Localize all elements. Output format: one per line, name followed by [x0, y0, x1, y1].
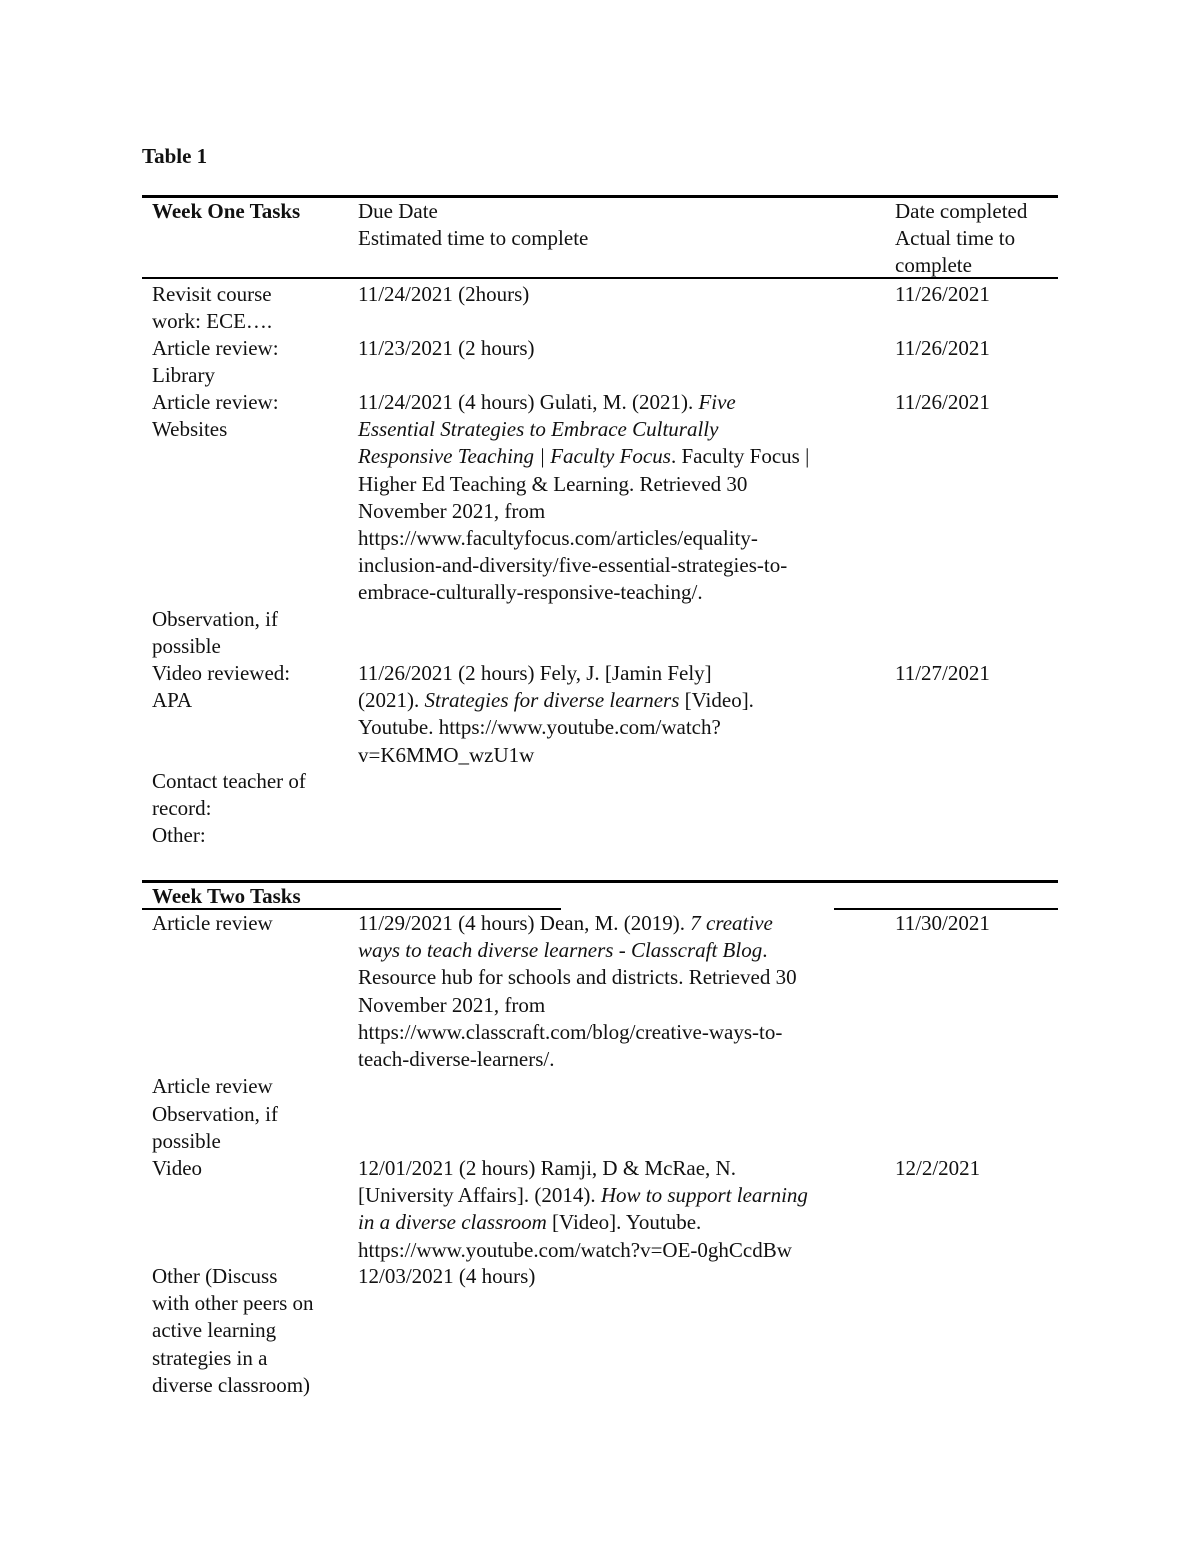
w2-row1-due-l6: teach-diverse-learners/. [358, 1047, 555, 1072]
w1-row3-due-l1a: 11/24/2021 (4 hours) Gulati, M. (2021). [358, 390, 699, 414]
w2-row1-done: 11/30/2021 [895, 911, 990, 935]
w2-row4-done: 12/2/2021 [895, 1156, 981, 1180]
w2-row5-task-l4: strategies in a [152, 1345, 268, 1370]
w1-row3-due-l8: embrace-culturally-responsive-teaching/. [358, 580, 703, 605]
w1-row4-task [152, 606, 352, 660]
w1-row2-task-l1: Article review: [152, 336, 279, 360]
w1-row3-due-l3b: . Faculty Focus | [670, 444, 810, 469]
w1-row3-task-l1: Article review: [152, 390, 279, 414]
w1-row5-due [358, 660, 873, 769]
w1-row5-due-l2b: Strategies for diverse learners [424, 688, 680, 713]
w1-row5-task [152, 660, 352, 714]
header-done-line3: complete [895, 253, 972, 278]
w2-row4-due-l4: https://www.youtube.com/watch?v=OE-0ghCcdBw [358, 1237, 792, 1262]
w1-row3-due-l3 [358, 443, 873, 470]
w2-row4-due-l2b: How to support learning [600, 1183, 808, 1208]
header-week2-label: Week Two Tasks [152, 884, 301, 908]
w1-row5-due-l2a: (2021). [358, 688, 425, 713]
w1-row2-task [152, 335, 352, 389]
w1-row3-due-l4: Higher Ed Teaching & Learning. Retrieved 30 [358, 471, 748, 496]
w2-row3-task [152, 1101, 352, 1155]
w2-row1-due-l2 [358, 937, 873, 964]
w1-row3-due-l6: https://www.facultyfocus.com/articles/equality- [358, 526, 758, 551]
w2-row4-due-l3a: in a diverse classroom [358, 1210, 547, 1235]
w2-row4-due-l3b: [Video]. Youtube. [546, 1210, 702, 1235]
w2-row1-due-l2b: . [762, 938, 768, 963]
header-due-date [358, 198, 873, 252]
w2-row5-task-l5: diverse classroom) [152, 1372, 311, 1397]
w2-row1-due [358, 910, 873, 1073]
w1-row4-task-l1: Observation, if [152, 607, 278, 631]
w1-row5-done: 11/27/2021 [895, 661, 990, 685]
header-task-label: Week One Tasks [152, 199, 301, 223]
w1-row3-task [152, 389, 352, 443]
w1-row5-due-l2c: [Video]. [679, 688, 754, 713]
w2-row5-task [152, 1263, 352, 1399]
header-done-line1: Date completed [895, 199, 1028, 223]
w2-row5-task-l2: with other peers on [152, 1291, 314, 1316]
w1-row6-task-l2: record: [152, 796, 212, 821]
w2-row4-due [358, 1155, 873, 1264]
w1-row3-due-l2: Essential Strategies to Embrace Culturally [358, 417, 719, 442]
w2-row1-due-l1a: 11/29/2021 (4 hours) Dean, M. (2019). [358, 911, 691, 935]
w1-row2-task-l2: Library [152, 363, 215, 388]
w1-row4-task-l2: possible [152, 634, 221, 659]
w2-row4-due-l1: 12/01/2021 (2 hours) Ramji, D & McRae, N. [358, 1156, 736, 1180]
w2-row1-due-l5: https://www.classcraft.com/blog/creative-ways-to- [358, 1019, 783, 1044]
w1-row6-task-l3: Other: [152, 823, 206, 848]
w1-row3-due [358, 389, 873, 607]
header-due-line2: Estimated time to complete [358, 226, 589, 251]
w1-row3-task-l2: Websites [152, 417, 228, 442]
w2-row4-task: Video [152, 1156, 203, 1180]
w2-row5-due: 12/03/2021 (4 hours) [358, 1264, 536, 1288]
header-date-completed [895, 198, 1060, 280]
w2-row1-due-l1b: 7 creative [690, 911, 773, 935]
w2-row4-due-l2 [358, 1182, 873, 1209]
w1-row6-task [152, 768, 352, 850]
header-week-two-tasks [152, 883, 352, 910]
w1-row1-due: 11/24/2021 (2hours) [358, 282, 530, 306]
w1-row1-task [152, 281, 352, 335]
w2-row5-task-l1: Other (Discuss [152, 1264, 278, 1288]
w1-row5-task-l2: APA [152, 688, 193, 713]
w1-row2-done: 11/26/2021 [895, 336, 990, 360]
w2-row3-task-l1: Observation, if [152, 1102, 278, 1126]
w1-row5-task-l1: Video reviewed: [152, 661, 291, 685]
w2-row4-due-l2a: [University Affairs]. (2014). [358, 1183, 601, 1208]
w1-row3-due-l3a: Responsive Teaching | Faculty Focus [358, 444, 671, 469]
w1-row5-due-l1: 11/26/2021 (2 hours) Fely, J. [Jamin Fely] [358, 661, 712, 685]
w2-row2-task: Article review [152, 1074, 273, 1098]
w1-row1-done: 11/26/2021 [895, 282, 990, 306]
w2-row1-due-l1 [358, 910, 873, 937]
w1-row6-task-l1: Contact teacher of [152, 769, 306, 793]
w1-row1-task-l1: Revisit course [152, 282, 272, 306]
w1-row1-task-l2: work: ECE…. [152, 309, 273, 334]
w1-row3-due-l1 [358, 389, 873, 416]
header-due-line1: Due Date [358, 199, 438, 223]
w2-row1-due-l2a: ways to teach diverse learners - Classcraft Blog [358, 938, 763, 963]
header-done-line2: Actual time to [895, 226, 1016, 251]
w1-row3-due-l5: November 2021, from [358, 498, 546, 523]
w1-row3-done: 11/26/2021 [895, 390, 990, 414]
w2-row4-due-l3 [358, 1209, 873, 1236]
w1-row5-due-l3: Youtube. https://www.youtube.com/watch? [358, 715, 721, 740]
header-week-one-tasks [152, 198, 352, 225]
w1-row5-due-l4: v=K6MMO_wzU1w [358, 742, 535, 767]
w2-row3-task-l2: possible [152, 1129, 221, 1154]
w2-row5-task-l3: active learning [152, 1318, 277, 1343]
w2-row1-task: Article review [152, 911, 273, 935]
w1-row2-due: 11/23/2021 (2 hours) [358, 336, 535, 360]
w1-row3-due-l7: inclusion-and-diversity/five-essential-strategies-to- [358, 553, 788, 578]
w2-row1-due-l3: Resource hub for schools and districts. Retrieved 30 [358, 965, 797, 990]
w1-row5-due-l2 [358, 687, 873, 714]
table-title: Table 1 [142, 144, 208, 168]
w2-row1-due-l4: November 2021, from [358, 992, 546, 1017]
w1-row3-due-l1b: Five [698, 390, 736, 414]
